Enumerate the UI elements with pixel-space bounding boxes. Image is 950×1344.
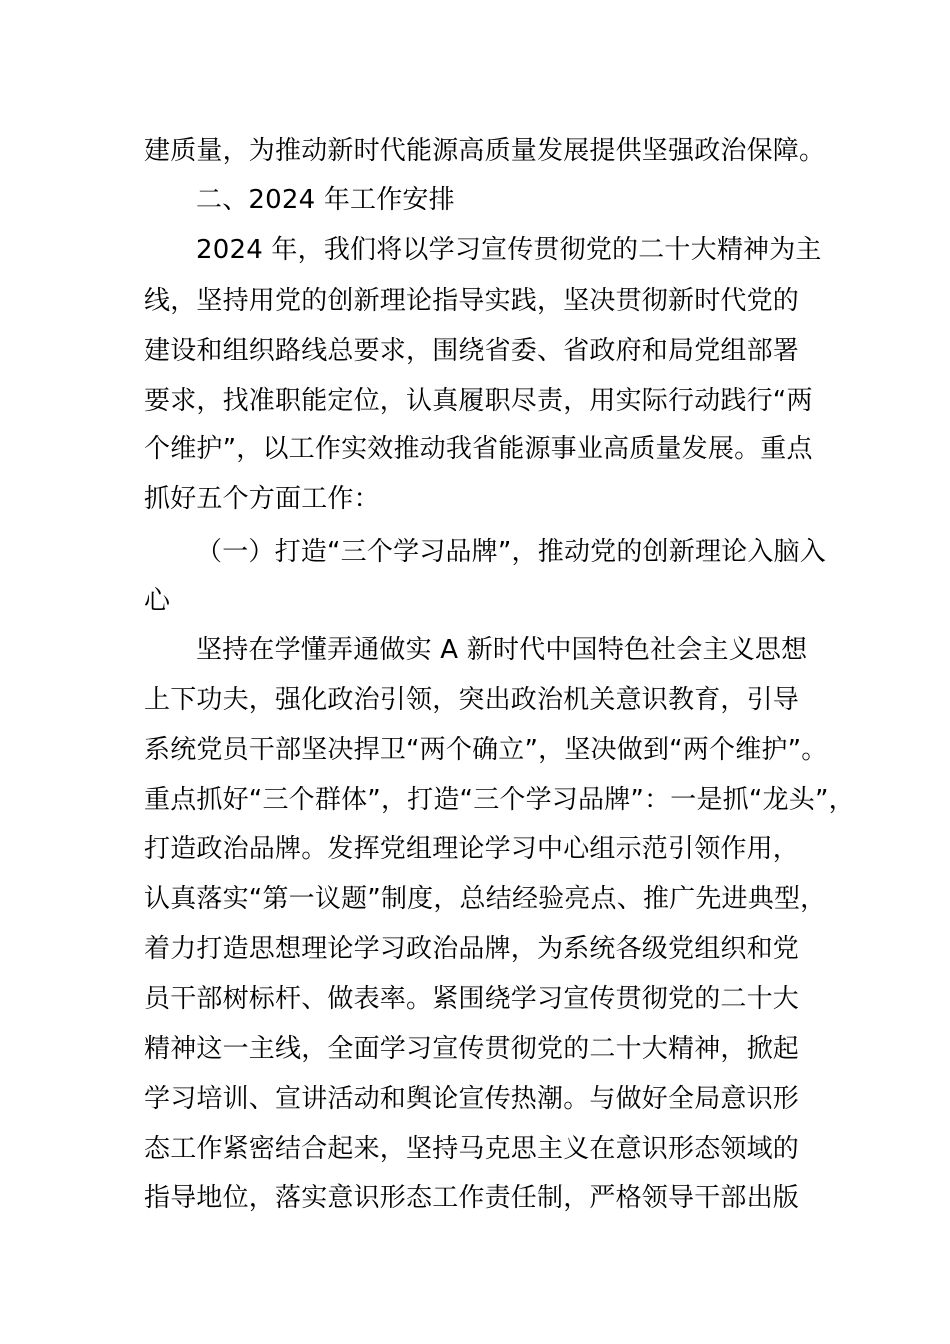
body-text-line: 员干部树标杆、做表率。紧围绕学习宣传贯彻党的二十大	[144, 984, 800, 1014]
body-text-line: 建质量，为推动新时代能源高质量发展提供坚强政治保障。	[144, 136, 826, 166]
body-text-line: 着力打造思想理论学习政治品牌，为系统各级党组织和党	[144, 934, 800, 964]
body-text-line: 学习培训、宣讲活动和舆论宣传热潮。与做好全局意识形	[144, 1084, 800, 1114]
body-text-line: 要求，找准职能定位，认真履职尽责，用实际行动践行“两	[144, 386, 813, 416]
body-text-line: 态工作紧密结合起来，坚持马克思主义在意识形态领域的	[144, 1134, 800, 1164]
body-text-line: 建设和组织路线总要求，围绕省委、省政府和局党组部署	[144, 336, 800, 366]
body-text-line: 打造政治品牌。发挥党组理论学习中心组示范引领作用，	[144, 834, 800, 864]
subsection-heading-continued: 心	[144, 586, 171, 616]
body-text-line: 指导地位，落实意识形态工作责任制，严格领导干部出版	[144, 1183, 800, 1213]
body-text-line: 线，坚持用党的创新理论指导实践，坚决贯彻新时代党的	[144, 286, 800, 316]
body-text-line: 上下功夫，强化政治引领，突出政治机关意识教育，引导	[144, 685, 800, 715]
body-text-line: 2024 年，我们将以学习宣传贯彻党的二十大精神为主	[196, 235, 822, 265]
section-heading: 二、2024 年工作安排	[196, 185, 455, 215]
body-text-line: 重点抓好“三个群体”，打造“三个学习品牌”：一是抓“龙头”，	[144, 785, 855, 815]
body-text-line: 抓好五个方面工作：	[144, 484, 380, 514]
body-text-line: 认真落实“第一议题”制度，总结经验亮点、推广先进典型，	[144, 884, 827, 914]
body-text-line: 精神这一主线，全面学习宣传贯彻党的二十大精神，掀起	[144, 1034, 800, 1064]
body-text-line: 系统党员干部坚决捍卫“两个确立”，坚决做到“两个维护”。	[144, 735, 828, 765]
body-text-line: 个维护”，以工作实效推动我省能源事业高质量发展。重点	[144, 434, 813, 464]
body-text-line: 坚持在学懂弄通做实 A 新时代中国特色社会主义思想	[196, 635, 808, 665]
subsection-heading: （一）打造“三个学习品牌”，推动党的创新理论入脑入	[196, 537, 826, 567]
